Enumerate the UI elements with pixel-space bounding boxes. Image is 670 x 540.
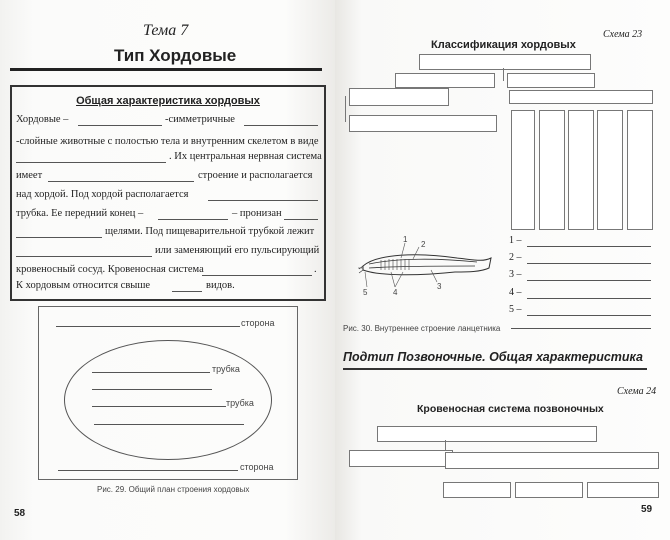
- tube-label-1: трубка: [212, 364, 240, 374]
- circ-box-left[interactable]: [349, 450, 453, 467]
- text-line-1b: -симметричные: [165, 114, 235, 125]
- blank-8[interactable]: [16, 237, 102, 238]
- blank-7[interactable]: [284, 219, 318, 220]
- circ-box-bottom-3[interactable]: [587, 482, 659, 498]
- circ-box-right[interactable]: [445, 452, 659, 469]
- right-page: [335, 0, 670, 540]
- circ-box-bottom-1[interactable]: [443, 482, 511, 498]
- connector-v-2: [345, 96, 346, 122]
- inner-line[interactable]: [94, 424, 244, 425]
- lancelet-label-2: 2: [421, 240, 426, 249]
- lancelet-label-4: 4: [393, 288, 398, 297]
- class-box-left-2[interactable]: [349, 88, 449, 106]
- tube-label-2: трубка: [226, 398, 254, 408]
- class-box-right-1[interactable]: [507, 73, 595, 88]
- text-line-9: кровеносный сосуд. Кровеносная система: [16, 264, 204, 275]
- text-line-7: щелями. Под пищеварительной трубкой лежит: [105, 226, 315, 237]
- subtype-title: Подтип Позвоночные. Общая характеристика: [343, 350, 643, 364]
- tube-line-1[interactable]: [92, 372, 210, 373]
- class-box-left-3[interactable]: [349, 115, 497, 132]
- text-line-3: . Их центральная нервная система: [169, 151, 322, 162]
- text-line-8: или заменяющий его пульсирующий: [155, 245, 320, 256]
- circulatory-title: Кровеносная система позвоночных: [417, 403, 604, 415]
- list-blank-3[interactable]: [527, 280, 651, 281]
- figure-30-caption: Рис. 30. Внутреннее строение ланцетника: [343, 324, 501, 333]
- blank-5[interactable]: [208, 200, 318, 201]
- circ-connector: [445, 440, 446, 450]
- list-item-2: 2 –: [509, 252, 522, 263]
- page-number-59: 59: [641, 504, 653, 515]
- tube-line-2[interactable]: [92, 406, 226, 407]
- classification-title: Классификация хордовых: [431, 39, 576, 51]
- text-line-6a: трубка. Ее передний конец –: [16, 208, 144, 219]
- list-item-4: 4 –: [509, 287, 522, 298]
- class-box-left-1[interactable]: [395, 73, 495, 88]
- title-rule: [10, 68, 322, 71]
- side-label-bottom: сторона: [240, 462, 274, 472]
- blank-11[interactable]: [172, 291, 202, 292]
- text-line-2: -слойные животные с полостью тела и внутренним скелетом в виде: [16, 136, 319, 147]
- class-column-5[interactable]: [627, 110, 653, 230]
- class-column-4[interactable]: [597, 110, 623, 230]
- blank-4[interactable]: [48, 181, 194, 182]
- lancelet-drawing: [357, 232, 497, 302]
- scheme-23-label: Схема 23: [603, 29, 643, 40]
- list-item-3: 3 –: [509, 269, 522, 280]
- lancelet-label-1: 1: [403, 235, 408, 244]
- lancelet-label-3: 3: [437, 282, 442, 291]
- blank-1[interactable]: [78, 125, 162, 126]
- box-title: Общая характеристика хордовых: [76, 95, 260, 107]
- characteristics-box: [10, 85, 326, 301]
- class-column-2[interactable]: [539, 110, 565, 230]
- class-column-1[interactable]: [511, 110, 535, 230]
- text-line-4b: строение и располагается: [198, 170, 313, 181]
- blank-2[interactable]: [244, 125, 318, 126]
- chord-line[interactable]: [92, 389, 212, 390]
- text-line-9-end: .: [314, 264, 317, 275]
- connector-v-1: [503, 68, 504, 81]
- side-line-top[interactable]: [56, 326, 240, 327]
- text-line-1a: Хордовые –: [16, 114, 69, 125]
- class-box-top[interactable]: [419, 54, 591, 70]
- lancelet-label-5: 5: [363, 288, 368, 297]
- list-blank-1[interactable]: [527, 246, 651, 247]
- text-line-6b: – пронизан: [232, 208, 282, 219]
- figure-29-caption: Рис. 29. Общий план строения хордовых: [97, 485, 250, 494]
- blank-3[interactable]: [16, 162, 166, 163]
- class-column-3[interactable]: [568, 110, 594, 230]
- blank-6[interactable]: [158, 219, 228, 220]
- scheme-24-label: Схема 24: [617, 386, 657, 397]
- blank-9[interactable]: [16, 256, 152, 257]
- circ-box-top[interactable]: [377, 426, 597, 442]
- page-number-58: 58: [14, 508, 26, 519]
- text-line-10a: К хордовым относится свыше: [16, 280, 151, 291]
- topic-title: Тип Хордовые: [114, 46, 237, 65]
- class-box-right-2[interactable]: [509, 90, 653, 104]
- list-item-1: 1 –: [509, 235, 522, 246]
- text-line-4a: имеет: [16, 170, 43, 181]
- list-blank-6[interactable]: [511, 328, 651, 329]
- blank-10[interactable]: [202, 275, 312, 276]
- topic-label: Тема 7: [143, 22, 189, 39]
- subtype-rule: [343, 368, 647, 370]
- side-line-bottom[interactable]: [58, 470, 238, 471]
- list-blank-5[interactable]: [527, 315, 651, 316]
- text-line-10b: видов.: [206, 280, 235, 291]
- text-line-5: над хордой. Под хордой располагается: [16, 189, 189, 200]
- list-item-5: 5 –: [509, 304, 522, 315]
- list-blank-4[interactable]: [527, 298, 651, 299]
- circ-box-bottom-2[interactable]: [515, 482, 583, 498]
- side-label-top: сторона: [241, 318, 275, 328]
- list-blank-2[interactable]: [527, 263, 651, 264]
